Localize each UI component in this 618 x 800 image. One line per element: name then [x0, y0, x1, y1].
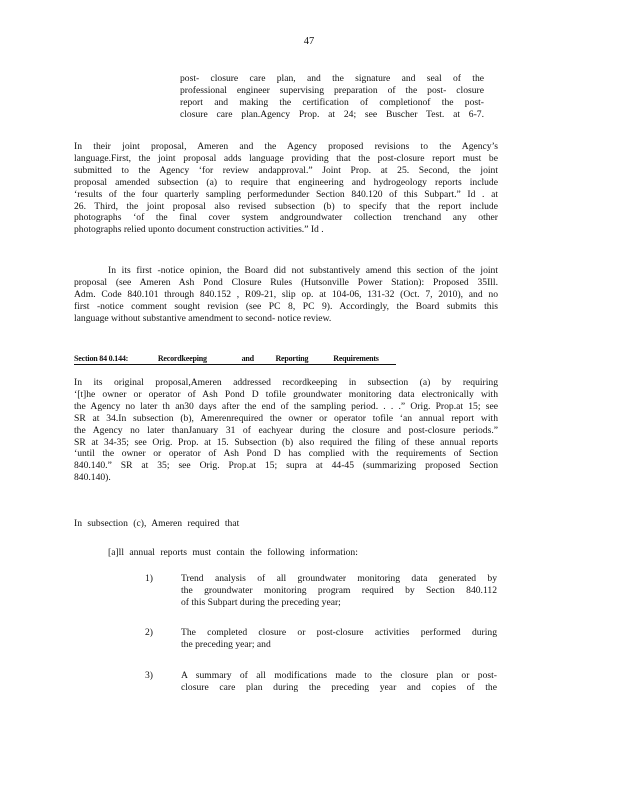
list-item-number: 3): [145, 670, 153, 681]
text-line: 840.140).: [74, 472, 111, 484]
paragraph-first-notice: [74, 265, 498, 325]
section-title-word: and: [241, 354, 254, 363]
text-line: professional engineer supervising preparation of the post- closure: [180, 84, 484, 96]
text-line: ‘until the owner or operator of Ash Pond D has complied with the requirements of Section: [74, 448, 498, 460]
text-line: Trend analysis of all groundwater monitoring data generated by: [181, 573, 497, 584]
text-line: ‘[t]he owner or operator of Ash Pond D tofile groundwater monitoring data electronically with: [74, 388, 498, 400]
section-title-word: Recordkeeping: [157, 354, 207, 363]
text-line: closure care plan.Agency Prop. at 24; see Buscher Test. at 6-7.: [180, 108, 484, 120]
text-line: In its original proposal,Ameren addressed recordkeeping in subsection (a) by requiring: [74, 377, 498, 388]
text-line: In their joint proposal, Ameren and the Agency proposed revisions to the Agency’s: [74, 141, 498, 152]
list-item-text: [181, 670, 497, 694]
text-line: language.First, the joint proposal adds language providing that the post-closure report must be: [74, 152, 498, 164]
page-number: 47: [303, 36, 315, 47]
paragraph-subsection-c: In subsection (c), Ameren required that: [74, 518, 240, 529]
text-line: photographs ‘of the final cover system andgroundwater collection trenchand any other: [74, 212, 498, 224]
text-line: the Agency no later th an30 days after the end of the sampling period. . . .” Orig. Prop.at 15; see: [74, 400, 498, 412]
paragraph-original-proposal: [74, 377, 498, 484]
text-line: 840.140.” SR at 35; see Orig. Prop.at 15; supra at 44-45 (summarizing proposed Section: [74, 460, 498, 472]
block-quote: [180, 73, 484, 121]
text-line: submitted to the Agency ‘for review andapproval.” Joint Prop. at 25. Second, the joint: [74, 164, 498, 176]
text-line: the preceding year; and: [181, 638, 271, 650]
list-item-text: [181, 573, 497, 609]
text-line: the Agency no later thanJanuary 31 of eachyear during the closure and post-closure periods.”: [74, 424, 498, 436]
text-line: ‘results of the four quarterly sampling performedunder Section 840.120 of this Subpart.” Id . at: [74, 188, 498, 200]
text-line: A summary of all modifications made to the closure plan or post-: [181, 670, 497, 681]
section-title-word: Reporting: [275, 354, 309, 363]
text-line: Adm. Code 840.101 through 840.152 , R09-21, slip op. at 104-06, 131-32 (Oct. 7, 2010), and no: [74, 288, 498, 300]
quote-intro: [a]ll annual reports must contain the following information:: [108, 547, 358, 558]
text-line: The completed closure or post-closure activities performed during: [181, 627, 497, 638]
text-line: photographs relied uponto document construction activities.” Id .: [74, 224, 324, 236]
paragraph-joint-proposal: [74, 141, 498, 236]
list-item-text: [181, 627, 497, 651]
text-line: In its first -notice opinion, the Board did not substantively amend this section of the joint: [108, 265, 498, 276]
text-line: proposal (see Ameren Ash Pond Closure Rules (Hutsonville Power Station): Proposed 35Ill.: [74, 276, 498, 288]
section-title-word: Requirements: [333, 354, 379, 363]
list-item-number: 1): [145, 573, 153, 584]
text-line: first -notice comment sought revision (see PC 8, PC 9). Accordingly, the Board submits this: [74, 300, 498, 312]
section-number: Section 84 0.144:: [74, 354, 129, 363]
text-line: closure care plan during the preceding year and copies of the: [181, 681, 497, 693]
section-heading: [74, 354, 396, 365]
text-line: 26. Third, the joint proposal also revised subsection (b) to specify that the report include: [74, 200, 498, 212]
list-item-number: 2): [145, 627, 153, 638]
text-line: language without substantive amendment to second- notice review.: [74, 312, 332, 324]
text-line: report and making the certification of completionof the post-: [180, 96, 484, 108]
text-line: the groundwater monitoring program required by Section 840.112: [181, 584, 497, 596]
text-line: post- closure care plan, and the signature and seal of the: [180, 73, 484, 84]
text-line: proposal amended subsection (a) to require that engineering and hydrogeology reports include: [74, 176, 498, 188]
text-line: SR at 34-35; see Orig. Prop. at 15. Subsection (b) also required the filing of these annual reports: [74, 436, 498, 448]
text-line: SR at 34.In subsection (b), Amerenrequired the owner or operator tofile ‘an annual report with: [74, 412, 498, 424]
text-line: of this Subpart during the preceding year;: [181, 596, 341, 608]
